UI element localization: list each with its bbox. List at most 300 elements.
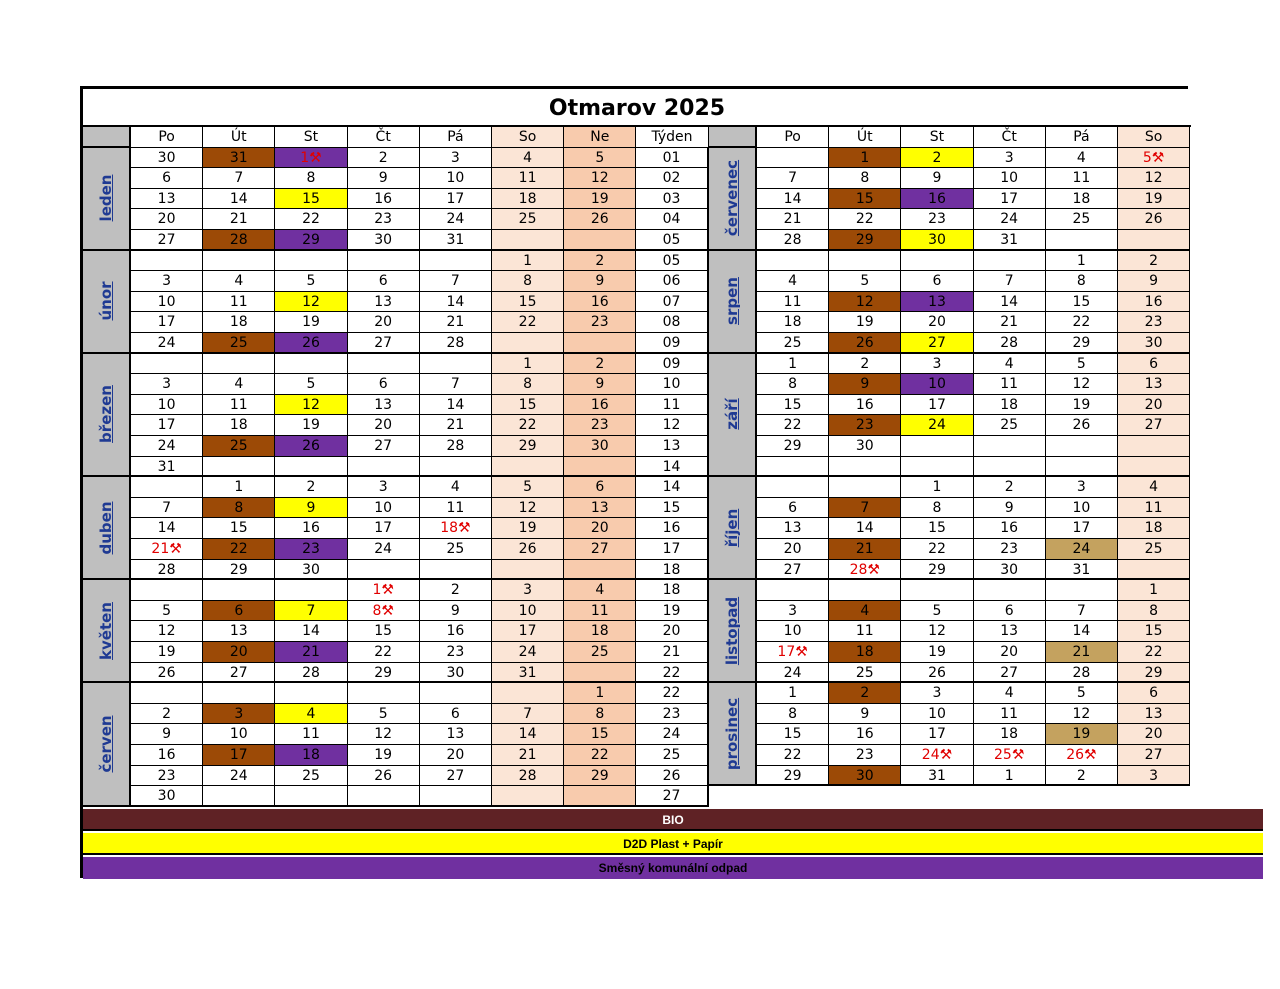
day-cell: 10: [131, 292, 203, 313]
day-cell: 1: [564, 683, 636, 704]
day-cell: [1046, 457, 1118, 478]
month-name[interactable]: květen: [97, 601, 115, 660]
day-cell: 1: [492, 251, 564, 272]
day-cell: 1: [203, 477, 275, 498]
week-number: 18: [636, 560, 708, 581]
day-cell: 3: [131, 374, 203, 395]
day-cell: 1⚒: [348, 580, 420, 601]
day-cell: [203, 251, 275, 272]
day-cell: 23: [275, 539, 347, 560]
day-cell: 14: [420, 292, 492, 313]
day-cell: 31: [901, 766, 973, 787]
day-cell: 3: [974, 148, 1046, 169]
day-cell: 19: [901, 642, 973, 663]
day-cell: 7: [974, 271, 1046, 292]
day-cell: 31: [131, 457, 203, 478]
day-cell: 11: [974, 374, 1046, 395]
day-cell: 2: [420, 580, 492, 601]
day-cell: 20: [348, 312, 420, 333]
day-cell: 2: [348, 148, 420, 169]
day-cell: 10: [1046, 498, 1118, 519]
day-cell: 6: [420, 704, 492, 725]
day-cell: 8: [1046, 271, 1118, 292]
month-label-březen: [83, 354, 131, 478]
day-cell: 29: [348, 663, 420, 684]
day-cell: 30: [829, 766, 901, 787]
day-cell: 3: [492, 580, 564, 601]
day-cell: 4: [275, 704, 347, 725]
day-cell: 1⚒: [275, 148, 347, 169]
day-cell: 14: [757, 189, 829, 210]
day-cell: 17: [1046, 518, 1118, 539]
day-cell: 26: [564, 209, 636, 230]
day-cell: 15: [203, 518, 275, 539]
month-label-září: [709, 354, 757, 478]
day-cell: 20: [901, 312, 973, 333]
day-cell: 29: [829, 230, 901, 251]
day-cell: 30: [901, 230, 973, 251]
month-name[interactable]: srpen: [723, 277, 741, 326]
month-label-prosinec: [709, 683, 757, 786]
month-label-květen: [83, 580, 131, 683]
day-cell: 22: [1118, 642, 1190, 663]
day-cell: 15: [757, 724, 829, 745]
day-cell: 29: [275, 230, 347, 251]
weekday-header: St: [901, 127, 973, 148]
day-cell: 13: [203, 621, 275, 642]
week-number: 10: [636, 374, 708, 395]
weekday-header: Čt: [348, 127, 420, 148]
day-cell: 1: [757, 683, 829, 704]
day-cell: 10: [974, 168, 1046, 189]
day-cell: 11: [203, 395, 275, 416]
day-cell: 24: [1046, 539, 1118, 560]
day-cell: 27: [564, 539, 636, 560]
calendar-sheet: [80, 86, 1188, 878]
day-cell: [203, 457, 275, 478]
day-cell: 25: [1046, 209, 1118, 230]
day-cell: 19: [1046, 395, 1118, 416]
day-cell: 4: [1046, 148, 1118, 169]
month-label-únor: [83, 251, 131, 354]
day-cell: 26: [1046, 415, 1118, 436]
day-cell: 23: [1118, 312, 1190, 333]
day-cell: 14: [203, 189, 275, 210]
day-cell: [901, 436, 973, 457]
day-cell: 23: [131, 766, 203, 787]
day-cell: 17: [901, 395, 973, 416]
day-cell: 14: [1046, 621, 1118, 642]
month-label-červenec: [709, 148, 757, 251]
day-cell: 12: [131, 621, 203, 642]
week-number: 03: [636, 189, 708, 210]
day-cell: 19: [275, 312, 347, 333]
day-cell: 8: [492, 374, 564, 395]
day-cell: 5: [829, 271, 901, 292]
day-cell: 24: [420, 209, 492, 230]
day-cell: 12: [1118, 168, 1190, 189]
day-cell: [1046, 580, 1118, 601]
day-cell: 26⚒: [1046, 745, 1118, 766]
weekday-header: Po: [131, 127, 203, 148]
day-cell: [757, 251, 829, 272]
day-cell: 13: [901, 292, 973, 313]
day-cell: 12: [1046, 374, 1118, 395]
day-cell: [492, 230, 564, 251]
day-cell: 16: [131, 745, 203, 766]
header-corner-right: [709, 127, 757, 148]
week-number: 22: [636, 683, 708, 704]
day-cell: 9: [348, 168, 420, 189]
month-name[interactable]: listopad: [723, 596, 741, 665]
day-cell: 16: [564, 395, 636, 416]
day-cell: 9: [420, 601, 492, 622]
day-cell: [131, 580, 203, 601]
day-cell: 20: [203, 642, 275, 663]
day-cell: 24: [492, 642, 564, 663]
day-cell: [564, 457, 636, 478]
day-cell: 4: [492, 148, 564, 169]
day-cell: 14: [974, 292, 1046, 313]
day-cell: 21: [420, 312, 492, 333]
weekday-header: Týden: [636, 127, 708, 148]
day-cell: 8: [757, 374, 829, 395]
day-cell: [974, 580, 1046, 601]
day-cell: 13: [757, 518, 829, 539]
day-cell: [492, 333, 564, 354]
day-cell: 15: [757, 395, 829, 416]
day-cell: 30: [131, 148, 203, 169]
day-cell: 3: [757, 601, 829, 622]
day-cell: 21⚒: [131, 539, 203, 560]
day-cell: 31: [1046, 560, 1118, 581]
week-number: 01: [636, 148, 708, 169]
day-cell: 16: [275, 518, 347, 539]
day-cell: 3: [1046, 477, 1118, 498]
day-cell: 5: [131, 601, 203, 622]
day-cell: [1118, 436, 1190, 457]
day-cell: [275, 354, 347, 375]
day-cell: 24: [131, 333, 203, 354]
day-cell: [901, 580, 973, 601]
day-cell: 18: [203, 415, 275, 436]
day-cell: 16: [1118, 292, 1190, 313]
day-cell: 10: [420, 168, 492, 189]
day-cell: 21: [203, 209, 275, 230]
month-name[interactable]: prosinec: [723, 697, 741, 770]
month-name[interactable]: březen: [97, 385, 115, 444]
day-cell: 25: [203, 333, 275, 354]
day-cell: [564, 230, 636, 251]
weekday-header: Pá: [420, 127, 492, 148]
day-cell: [275, 580, 347, 601]
day-cell: [420, 354, 492, 375]
month-label-říjen: [709, 477, 757, 580]
day-cell: 10: [901, 374, 973, 395]
day-cell: 4: [203, 374, 275, 395]
day-cell: 22: [757, 745, 829, 766]
day-cell: 19: [1118, 189, 1190, 210]
day-cell: 27: [974, 663, 1046, 684]
day-cell: 5: [901, 601, 973, 622]
day-cell: 5: [275, 271, 347, 292]
day-cell: 24: [974, 209, 1046, 230]
day-cell: 12: [492, 498, 564, 519]
day-cell: 6: [1118, 683, 1190, 704]
day-cell: [275, 457, 347, 478]
day-cell: [275, 683, 347, 704]
day-cell: 29: [901, 560, 973, 581]
day-cell: 12: [275, 292, 347, 313]
day-cell: 18: [757, 312, 829, 333]
day-cell: 2: [1046, 766, 1118, 787]
legend-band: Směsný komunální odpad: [83, 857, 1263, 879]
day-cell: 31: [974, 230, 1046, 251]
month-label-leden: [83, 148, 131, 251]
day-cell: 14: [492, 724, 564, 745]
day-cell: 16: [829, 724, 901, 745]
day-cell: 19: [829, 312, 901, 333]
week-number: 17: [636, 539, 708, 560]
day-cell: [1046, 230, 1118, 251]
day-cell: [420, 560, 492, 581]
day-cell: 15: [1118, 621, 1190, 642]
month-name[interactable]: září: [723, 398, 741, 431]
day-cell: 27: [348, 333, 420, 354]
day-cell: 22: [203, 539, 275, 560]
day-cell: 21: [275, 642, 347, 663]
day-cell: [829, 251, 901, 272]
day-cell: 28: [1046, 663, 1118, 684]
day-cell: 17⚒: [757, 642, 829, 663]
day-cell: 12: [564, 168, 636, 189]
weekday-header: So: [1118, 127, 1190, 148]
day-cell: 9: [275, 498, 347, 519]
week-number: 05: [636, 230, 708, 251]
day-cell: 18: [275, 745, 347, 766]
day-cell: 20: [974, 642, 1046, 663]
week-number: 15: [636, 498, 708, 519]
day-cell: 15: [492, 395, 564, 416]
month-label-červen: [83, 683, 131, 807]
day-cell: 23: [564, 415, 636, 436]
day-cell: 4: [1118, 477, 1190, 498]
week-number: 21: [636, 642, 708, 663]
day-cell: 22: [757, 415, 829, 436]
week-number: 22: [636, 663, 708, 684]
day-cell: 21: [1046, 642, 1118, 663]
day-cell: 27: [1118, 745, 1190, 766]
day-cell: 20: [420, 745, 492, 766]
weekday-header: Ne: [564, 127, 636, 148]
day-cell: [974, 436, 1046, 457]
weekday-header: Po: [757, 127, 829, 148]
day-cell: 17: [131, 312, 203, 333]
day-cell: 18: [492, 189, 564, 210]
day-cell: 11: [492, 168, 564, 189]
month-name[interactable]: červenec: [723, 160, 741, 237]
day-cell: 4: [203, 271, 275, 292]
day-cell: 8: [829, 168, 901, 189]
day-cell: 9: [829, 704, 901, 725]
day-cell: 4: [829, 601, 901, 622]
weekday-header: Út: [829, 127, 901, 148]
week-number: 19: [636, 601, 708, 622]
day-cell: 13: [1118, 704, 1190, 725]
day-cell: 3: [348, 477, 420, 498]
day-cell: 26: [492, 539, 564, 560]
day-cell: 19: [348, 745, 420, 766]
day-cell: [131, 251, 203, 272]
day-cell: 25⚒: [974, 745, 1046, 766]
day-cell: 18: [974, 724, 1046, 745]
month-name[interactable]: duben: [97, 501, 115, 555]
day-cell: 3: [420, 148, 492, 169]
day-cell: 20: [348, 415, 420, 436]
day-cell: 23: [829, 745, 901, 766]
day-cell: 14: [829, 518, 901, 539]
day-cell: 12: [901, 621, 973, 642]
day-cell: [829, 457, 901, 478]
day-cell: [974, 457, 1046, 478]
week-number: 14: [636, 457, 708, 478]
day-cell: [492, 457, 564, 478]
day-cell: 15: [492, 292, 564, 313]
day-cell: [829, 477, 901, 498]
day-cell: 6: [974, 601, 1046, 622]
month-name[interactable]: červen: [97, 715, 115, 773]
day-cell: 24: [348, 539, 420, 560]
day-cell: 12: [348, 724, 420, 745]
day-cell: 26: [829, 333, 901, 354]
day-cell: 16: [348, 189, 420, 210]
day-cell: 6: [757, 498, 829, 519]
day-cell: 7: [420, 271, 492, 292]
day-cell: 29: [203, 560, 275, 581]
day-cell: 22: [564, 745, 636, 766]
day-cell: 15: [829, 189, 901, 210]
day-cell: 6: [348, 271, 420, 292]
day-cell: [348, 683, 420, 704]
day-cell: 26: [131, 663, 203, 684]
day-cell: 20: [564, 518, 636, 539]
day-cell: 6: [564, 477, 636, 498]
day-cell: 18⚒: [420, 518, 492, 539]
day-cell: 1: [829, 148, 901, 169]
day-cell: 9: [901, 168, 973, 189]
day-cell: [1118, 230, 1190, 251]
week-number: 20: [636, 621, 708, 642]
day-cell: 13: [348, 395, 420, 416]
day-cell: 20: [1118, 724, 1190, 745]
day-cell: 19: [564, 189, 636, 210]
day-cell: 30: [564, 436, 636, 457]
week-number: 27: [636, 786, 708, 807]
day-cell: 16: [564, 292, 636, 313]
legend-band: D2D Plast + Papír: [83, 833, 1263, 855]
week-number: 25: [636, 745, 708, 766]
day-cell: 25: [829, 663, 901, 684]
week-number: 18: [636, 580, 708, 601]
day-cell: 23: [420, 642, 492, 663]
month-name[interactable]: leden: [97, 174, 115, 222]
day-cell: 5: [564, 148, 636, 169]
page-title: Otmarov 2025: [83, 89, 1191, 127]
month-name[interactable]: říjen: [723, 508, 741, 547]
day-cell: 5⚒: [1118, 148, 1190, 169]
day-cell: 16: [901, 189, 973, 210]
day-cell: 1: [901, 477, 973, 498]
day-cell: 26: [901, 663, 973, 684]
day-cell: [275, 786, 347, 807]
day-cell: [1118, 560, 1190, 581]
day-cell: [420, 786, 492, 807]
day-cell: 18: [1118, 518, 1190, 539]
week-number: 14: [636, 477, 708, 498]
day-cell: 22: [1046, 312, 1118, 333]
day-cell: 24: [203, 766, 275, 787]
day-cell: 7: [131, 498, 203, 519]
day-cell: 21: [974, 312, 1046, 333]
day-cell: 6: [131, 168, 203, 189]
week-number: 05: [636, 251, 708, 272]
day-cell: 14: [275, 621, 347, 642]
day-cell: [348, 251, 420, 272]
day-cell: 19: [492, 518, 564, 539]
day-cell: 4: [757, 271, 829, 292]
day-cell: 23: [901, 209, 973, 230]
day-cell: 17: [348, 518, 420, 539]
day-cell: 24: [901, 415, 973, 436]
day-cell: 2: [974, 477, 1046, 498]
day-cell: 17: [901, 724, 973, 745]
day-cell: 16: [829, 395, 901, 416]
month-name[interactable]: únor: [97, 281, 115, 321]
day-cell: 27: [203, 663, 275, 684]
day-cell: 11: [757, 292, 829, 313]
day-cell: [1118, 457, 1190, 478]
day-cell: 8: [203, 498, 275, 519]
day-cell: 11: [1118, 498, 1190, 519]
day-cell: 15: [1046, 292, 1118, 313]
day-cell: 2: [829, 683, 901, 704]
day-cell: [420, 457, 492, 478]
day-cell: [901, 457, 973, 478]
day-cell: 29: [1118, 663, 1190, 684]
day-cell: [348, 457, 420, 478]
day-cell: 5: [492, 477, 564, 498]
day-cell: 3: [131, 271, 203, 292]
day-cell: 12: [1046, 704, 1118, 725]
day-cell: 27: [348, 436, 420, 457]
day-cell: 25: [974, 415, 1046, 436]
day-cell: 25: [420, 539, 492, 560]
day-cell: 18: [829, 642, 901, 663]
day-cell: 24: [131, 436, 203, 457]
day-cell: 17: [131, 415, 203, 436]
day-cell: 29: [564, 766, 636, 787]
day-cell: 25: [492, 209, 564, 230]
day-cell: 1: [974, 766, 1046, 787]
day-cell: 9: [1118, 271, 1190, 292]
week-number: 12: [636, 415, 708, 436]
day-cell: 13: [420, 724, 492, 745]
day-cell: 4: [974, 683, 1046, 704]
day-cell: [348, 354, 420, 375]
day-cell: 9: [131, 724, 203, 745]
day-cell: 22: [492, 415, 564, 436]
day-cell: 4: [974, 354, 1046, 375]
